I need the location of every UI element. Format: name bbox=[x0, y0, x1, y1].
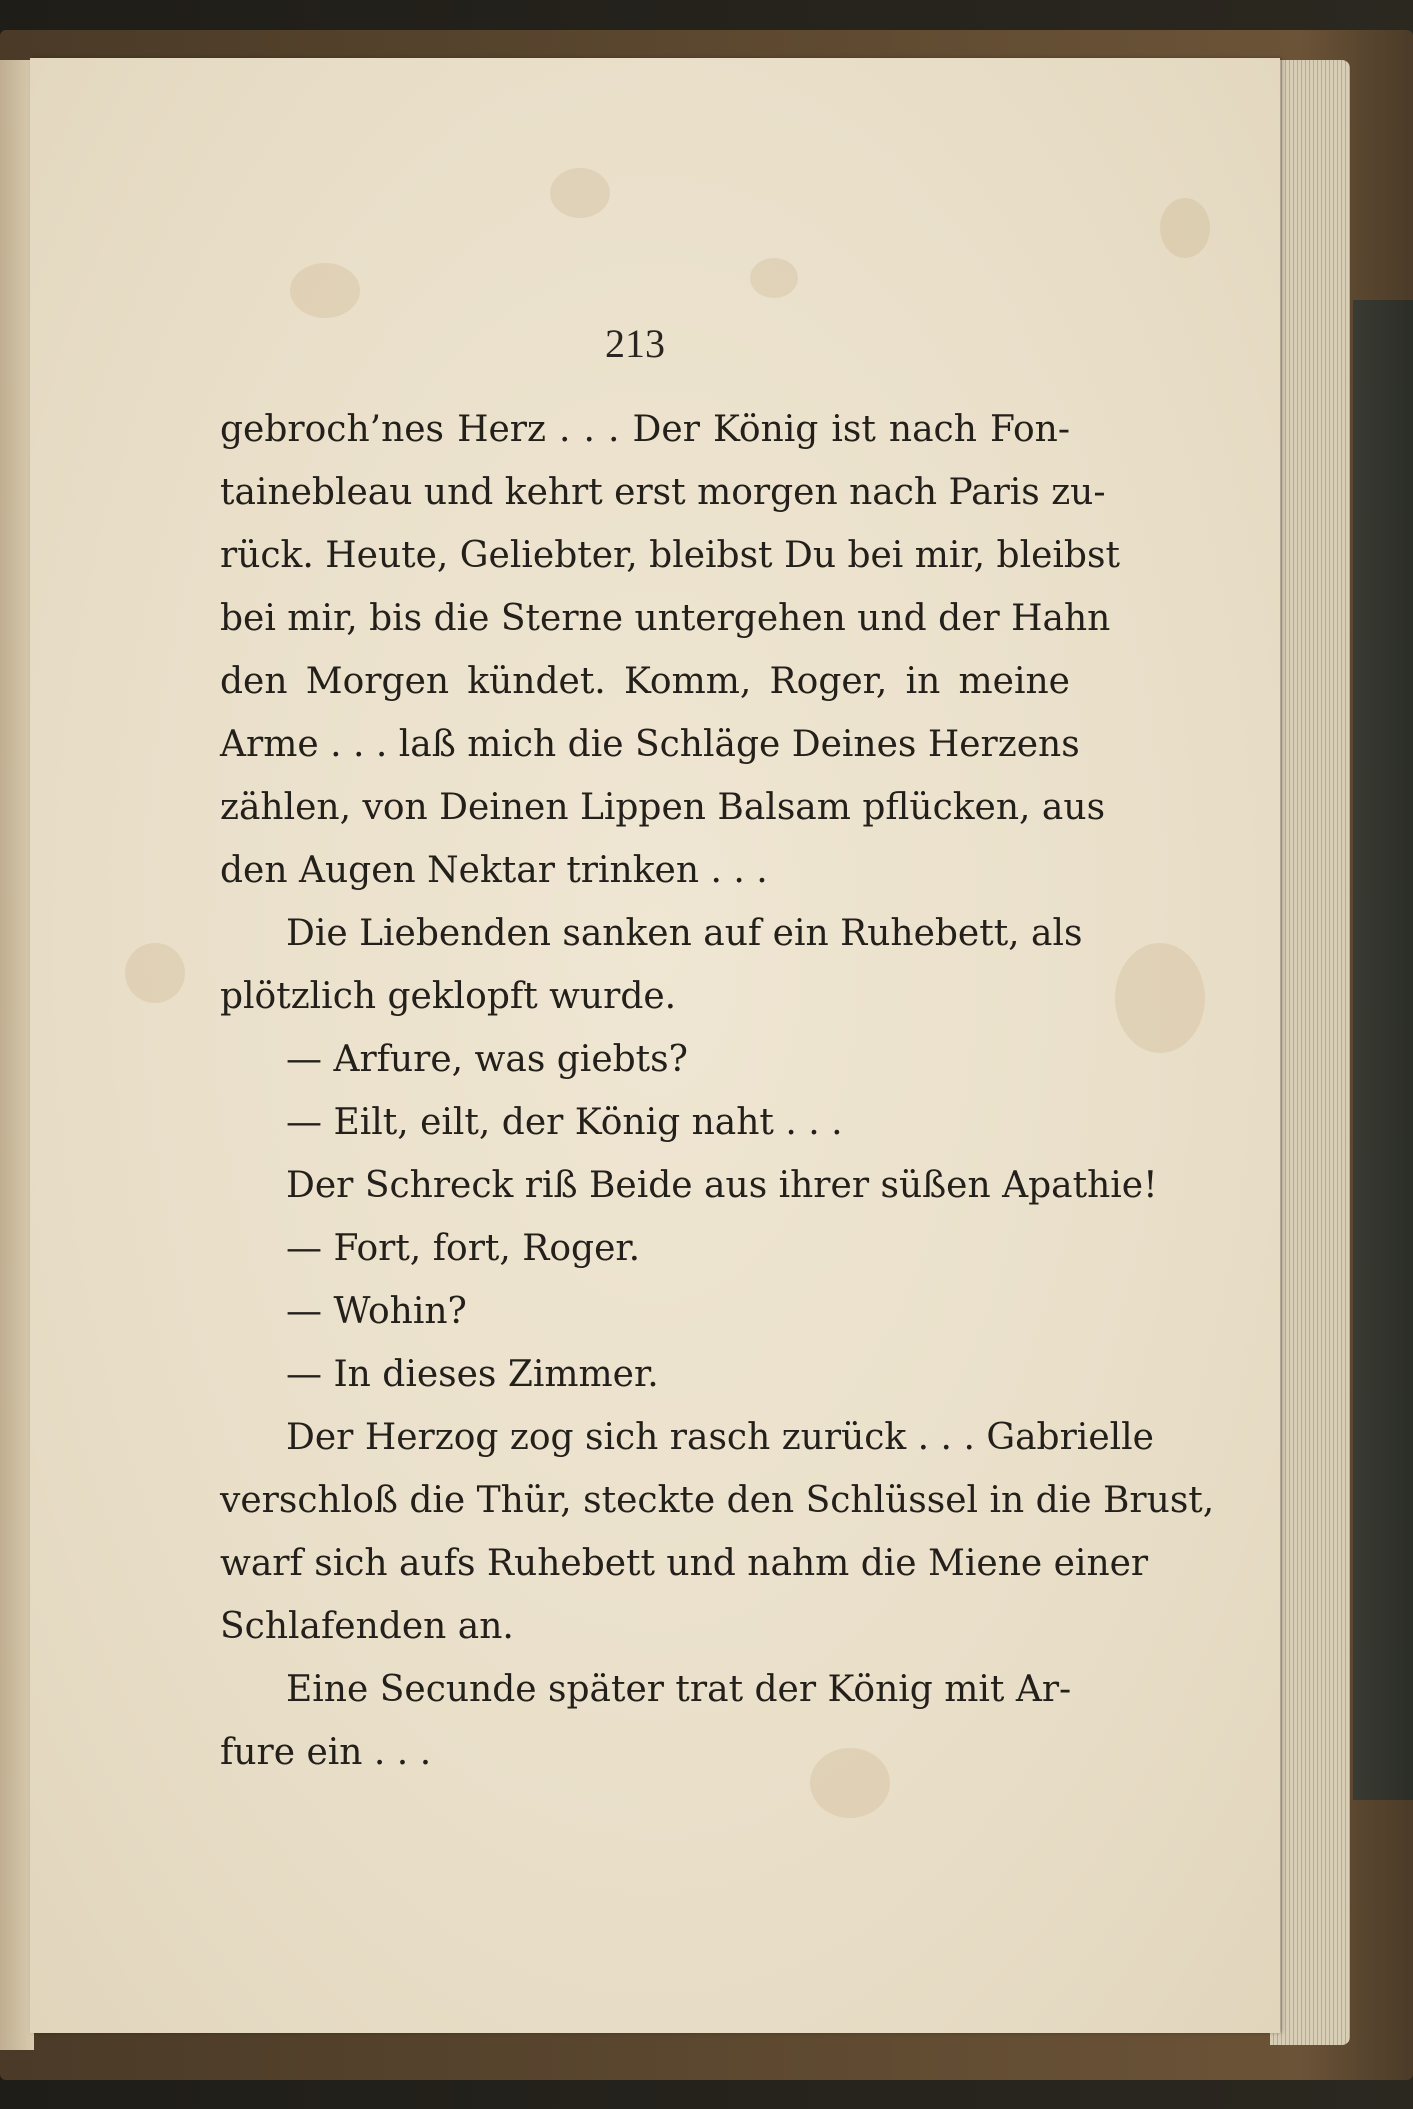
text-line: den Augen Nektar trinken . . . bbox=[220, 850, 768, 891]
text-line: warf sich aufs Ruhebett und nahm die Miene einer bbox=[220, 1543, 1149, 1584]
text-line: Der Schreck riß Beide aus ihrer süßen Apathie! bbox=[286, 1165, 1158, 1206]
foxing-spot bbox=[125, 943, 185, 1003]
text-line: fure ein . . . bbox=[220, 1732, 432, 1773]
foxing-spot bbox=[1160, 198, 1210, 258]
dialogue-line: — Arfure, was giebts? bbox=[286, 1039, 688, 1080]
text-line: rück. Heute, Geliebter, bleibst Du bei mir, bleibst bbox=[220, 535, 1120, 576]
body-text bbox=[220, 398, 1215, 1784]
cover-edge bbox=[1353, 300, 1413, 1800]
page-number: 213 bbox=[605, 321, 665, 366]
page-edges bbox=[1270, 60, 1350, 2045]
text-line: Arme . . . laß mich die Schläge Deines Herzens bbox=[220, 724, 1080, 765]
dialogue-line: — Eilt, eilt, der König naht . . . bbox=[286, 1102, 843, 1143]
text-line: den Morgen kündet. Komm, Roger, in meine bbox=[220, 661, 1070, 702]
dialogue-line: — In dieses Zimmer. bbox=[286, 1354, 659, 1395]
text-line: Der Herzog zog sich rasch zurück . . . Gabrielle bbox=[286, 1417, 1154, 1458]
page-gutter bbox=[0, 60, 34, 2050]
text-line: tainebleau und kehrt erst morgen nach Paris zu- bbox=[220, 472, 1106, 513]
dialogue-line: — Wohin? bbox=[286, 1291, 467, 1332]
text-line: plötzlich geklopft wurde. bbox=[220, 976, 677, 1017]
foxing-spot bbox=[290, 263, 360, 318]
text-line: gebroch’nes Herz . . . Der König ist nach Fon- bbox=[220, 409, 1070, 450]
text-line: Schlafenden an. bbox=[220, 1606, 514, 1647]
text-line: bei mir, bis die Sterne untergehen und der Hahn bbox=[220, 598, 1111, 639]
foxing-spot bbox=[750, 258, 798, 298]
text-line: Die Liebenden sanken auf ein Ruhebett, als bbox=[286, 913, 1083, 954]
book-page bbox=[30, 58, 1280, 2033]
foxing-spot bbox=[550, 168, 610, 218]
dialogue-line: — Fort, fort, Roger. bbox=[286, 1228, 641, 1269]
text-line: verschloß die Thür, steckte den Schlüssel in die Brust, bbox=[220, 1480, 1215, 1521]
text-line: zählen, von Deinen Lippen Balsam pflücken, aus bbox=[220, 787, 1106, 828]
foxing-spot bbox=[1115, 943, 1205, 1053]
text-line: Eine Secunde später trat der König mit Ar- bbox=[286, 1669, 1072, 1710]
